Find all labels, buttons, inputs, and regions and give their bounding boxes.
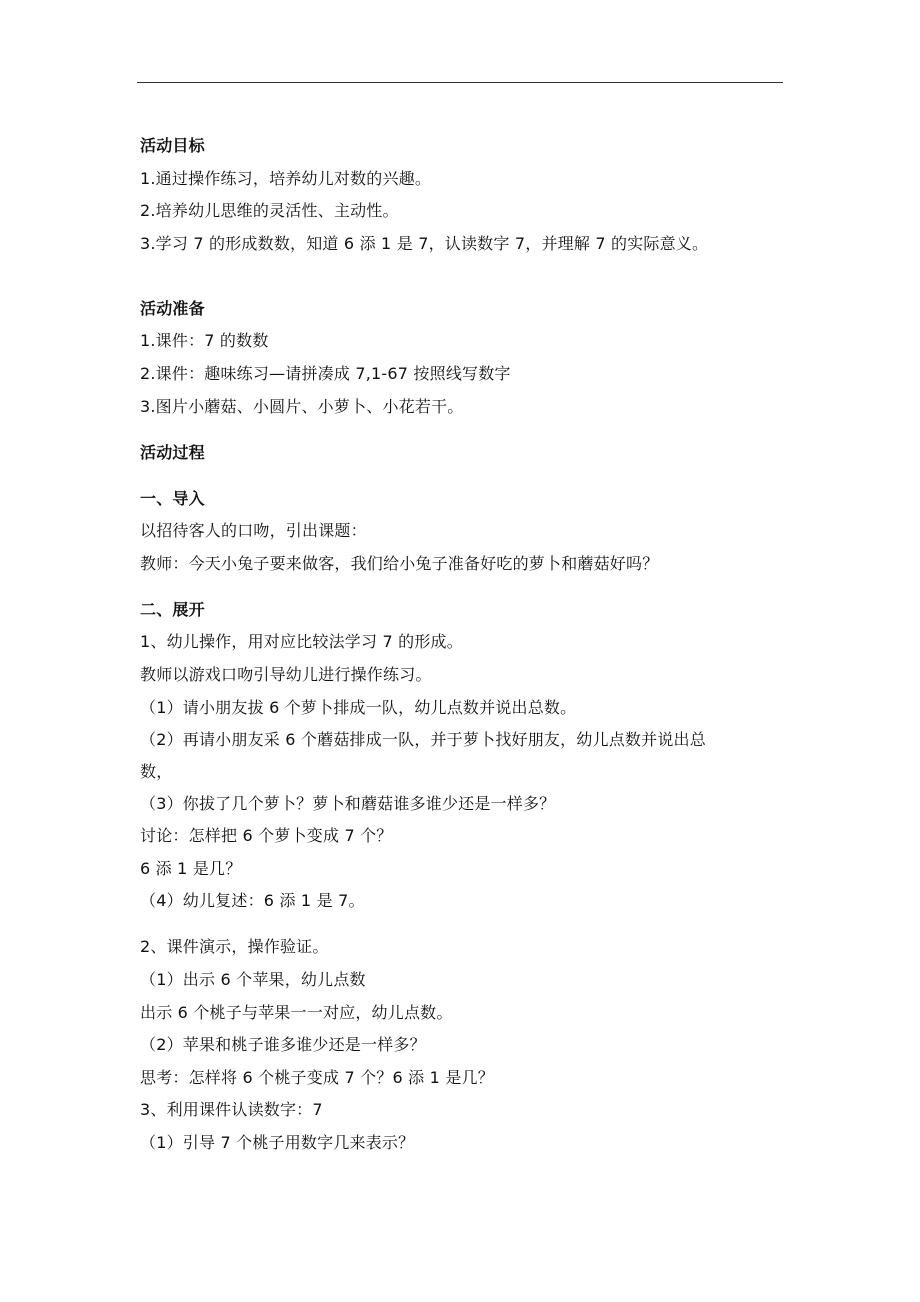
body-line: 2、课件演示，操作验证。 bbox=[140, 937, 329, 956]
goal-item: 3.学习 7 的形成数数，知道 6 添 1 是 7，认读数字 7，并理解 7 的实际意义。 bbox=[140, 234, 709, 253]
body-line: （2）再请小朋友采 6 个蘑菇排成一队，并于萝卜找好朋友，幼儿点数并说出总 bbox=[140, 730, 706, 749]
header-rule bbox=[137, 82, 783, 83]
body-line: 以招待客人的口吻，引出课题： bbox=[140, 521, 367, 540]
subsection-heading-develop: 二、展开 bbox=[140, 600, 205, 619]
body-line: （3）你拔了几个萝卜？萝卜和蘑菇谁多谁少还是一样多？ bbox=[140, 794, 556, 813]
prep-item: 3.图片小蘑菇、小圆片、小萝卜、小花若干。 bbox=[140, 397, 464, 416]
body-line: 1、幼儿操作，用对应比较法学习 7 的形成。 bbox=[140, 632, 463, 651]
subsection-heading-intro: 一、导入 bbox=[140, 489, 205, 508]
body-line: （1）引导 7 个桃子用数字几来表示？ bbox=[140, 1133, 415, 1152]
prep-item: 2.课件：趣味练习—请拼凑成 7,1-67 按照线写数字 bbox=[140, 364, 511, 383]
body-line: 数， bbox=[140, 762, 173, 781]
body-line: 教师以游戏口吻引导幼儿进行操作练习。 bbox=[140, 665, 432, 684]
body-line: 3、利用课件认读数字：7 bbox=[140, 1100, 323, 1119]
body-line: 思考：怎样将 6 个桃子变成 7 个？6 添 1 是几？ bbox=[140, 1068, 494, 1087]
goal-item: 2.培养幼儿思维的灵活性、主动性。 bbox=[140, 201, 399, 220]
body-line: （1）请小朋友拔 6 个萝卜排成一队，幼儿点数并说出总数。 bbox=[140, 698, 577, 717]
goal-item: 1.通过操作练习，培养幼儿对数的兴趣。 bbox=[140, 169, 432, 188]
body-line: 6 添 1 是几？ bbox=[140, 859, 242, 878]
prep-item: 1.课件：7 的数数 bbox=[140, 331, 269, 350]
body-line: （1）出示 6 个苹果，幼儿点数 bbox=[140, 970, 366, 989]
section-heading-goals: 活动目标 bbox=[140, 136, 205, 155]
body-line: 教师：今天小兔子要来做客，我们给小兔子准备好吃的萝卜和蘑菇好吗？ bbox=[140, 554, 659, 573]
section-heading-process: 活动过程 bbox=[140, 443, 205, 462]
body-line: （4）幼儿复述：6 添 1 是 7。 bbox=[140, 891, 365, 910]
body-line: 出示 6 个桃子与苹果一一对应，幼儿点数。 bbox=[140, 1003, 453, 1022]
body-line: 讨论：怎样把 6 个萝卜变成 7 个？ bbox=[140, 826, 393, 845]
body-line: （2）苹果和桃子谁多谁少还是一样多？ bbox=[140, 1035, 426, 1054]
section-heading-prep: 活动准备 bbox=[140, 299, 205, 318]
